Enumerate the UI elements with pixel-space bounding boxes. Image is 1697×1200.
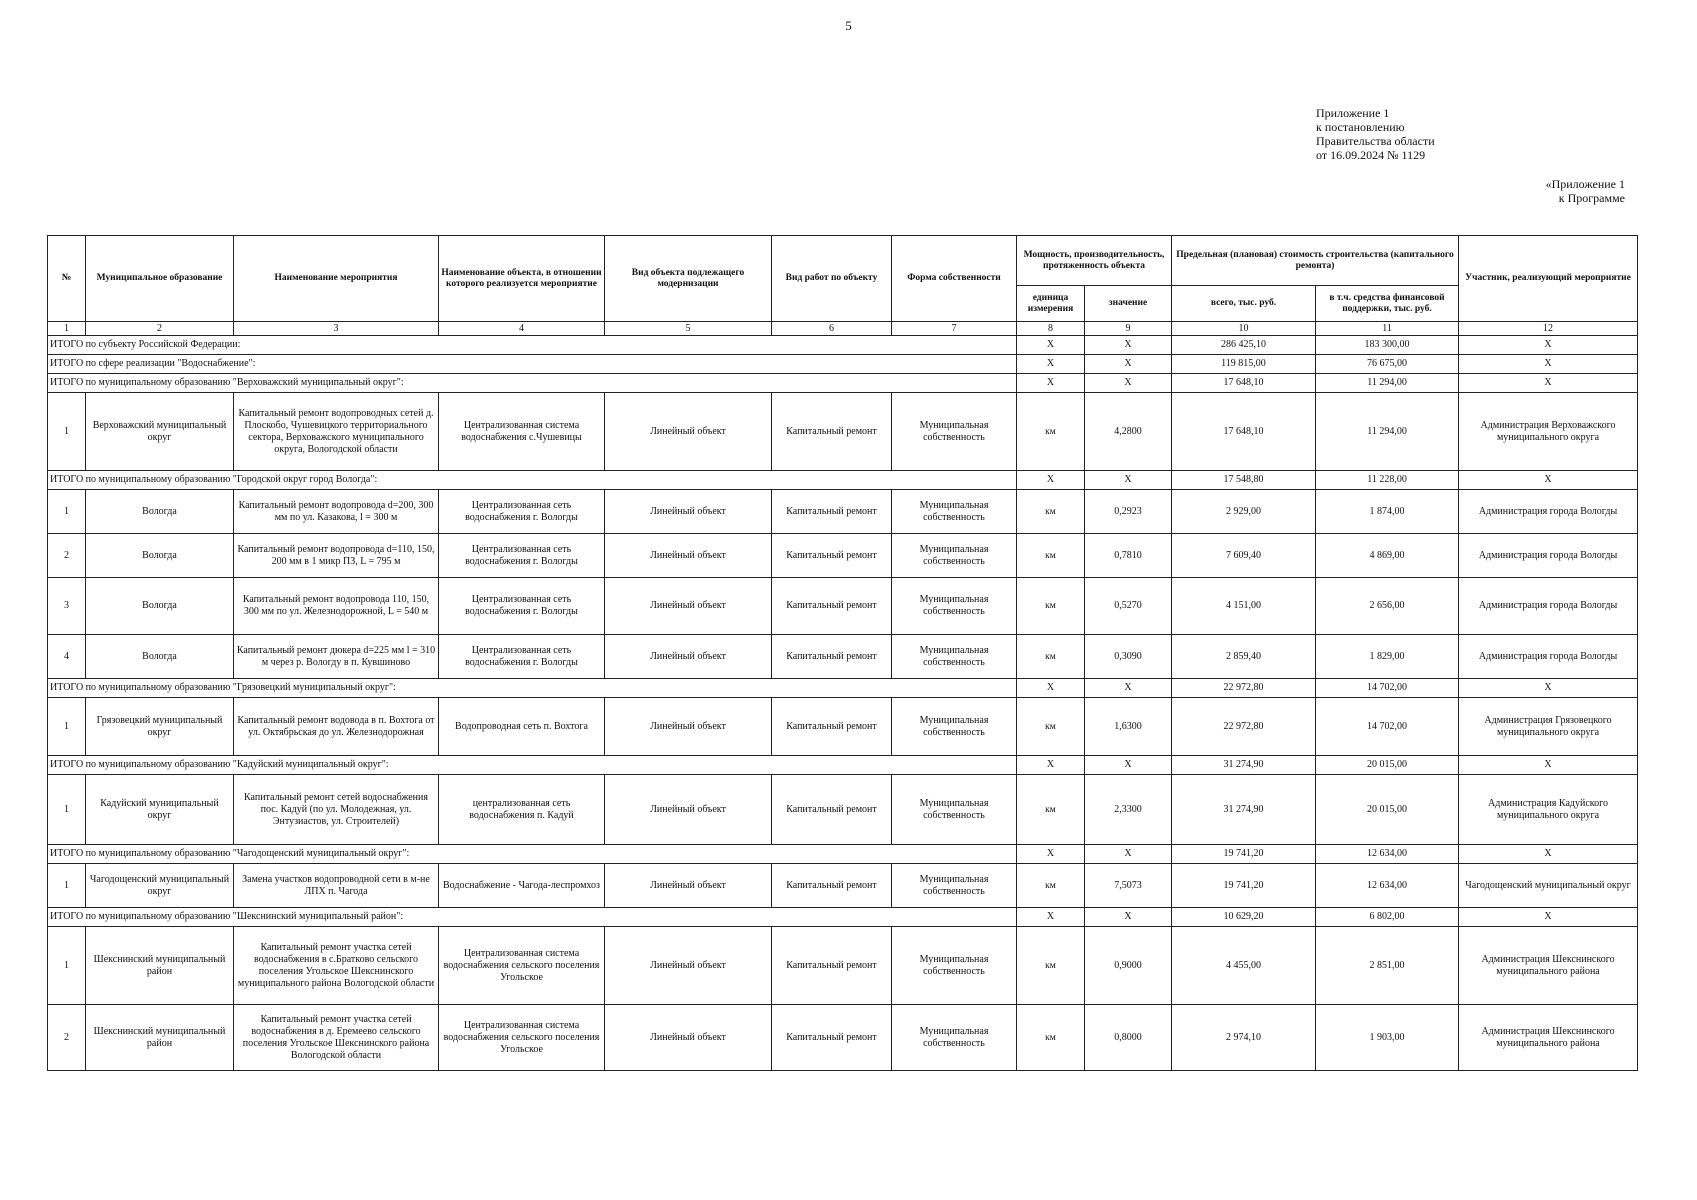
total-support: 11 228,00	[1316, 471, 1459, 490]
cell-num: 2	[48, 1005, 86, 1071]
cell-ownership: Муниципальная собственность	[892, 698, 1017, 756]
table-row	[48, 534, 1638, 578]
cell-value: 2,3300	[1085, 775, 1172, 845]
total-total: 10 629,20	[1172, 908, 1316, 927]
cell-participant: Администрация Шекснинского муниципального района	[1459, 1005, 1638, 1071]
header-total: всего, тыс. руб.	[1172, 286, 1316, 322]
cell-value: 0,8000	[1085, 1005, 1172, 1071]
table-row	[48, 635, 1638, 679]
cell-total: 4 455,00	[1172, 927, 1316, 1005]
cell-support: 12 634,00	[1316, 864, 1459, 908]
cell-total: 2 859,40	[1172, 635, 1316, 679]
cell-support: 2 656,00	[1316, 578, 1459, 635]
total-label: ИТОГО по муниципальному образованию "Чагодощенский муниципальный округ":	[48, 845, 1017, 864]
cell-work-type: Капитальный ремонт	[772, 534, 892, 578]
cell-support: 14 702,00	[1316, 698, 1459, 756]
objects-table	[47, 235, 1638, 1071]
total-support: 20 015,00	[1316, 756, 1459, 775]
cell-object-type: Линейный объект	[605, 698, 772, 756]
total-value: X	[1085, 679, 1172, 698]
cell-event: Капитальный ремонт дюкера d=225 мм l = 310 м через р. Вологду в п. Кувшиново	[234, 635, 439, 679]
cell-participant: Администрация города Вологды	[1459, 490, 1638, 534]
cell-total: 19 741,20	[1172, 864, 1316, 908]
cell-object-type: Линейный объект	[605, 534, 772, 578]
total-unit: X	[1017, 679, 1085, 698]
cell-total: 17 648,10	[1172, 393, 1316, 471]
total-unit: X	[1017, 336, 1085, 355]
total-unit: X	[1017, 374, 1085, 393]
col-num-8: 8	[1017, 322, 1085, 336]
cell-participant: Администрация города Вологды	[1459, 578, 1638, 635]
header-support: в т.ч. средства финансовой поддержки, тыс. руб.	[1316, 286, 1459, 322]
cell-total: 2 929,00	[1172, 490, 1316, 534]
cell-work-type: Капитальный ремонт	[772, 578, 892, 635]
appendix-line-1: Приложение 1	[1316, 106, 1390, 120]
cell-object-type: Линейный объект	[605, 490, 772, 534]
cell-work-type: Капитальный ремонт	[772, 393, 892, 471]
header-work-type: Вид работ по объекту	[772, 236, 892, 322]
cell-ownership: Муниципальная собственность	[892, 927, 1017, 1005]
total-total: 17 548,80	[1172, 471, 1316, 490]
cell-municipality: Шекснинский муниципальный район	[86, 1005, 234, 1071]
table-row	[48, 864, 1638, 908]
cell-unit: км	[1017, 393, 1085, 471]
col-num-6: 6	[772, 322, 892, 336]
appendix-line-4: от 16.09.2024 № 1129	[1316, 148, 1426, 162]
total-value: X	[1085, 471, 1172, 490]
cell-support: 1 903,00	[1316, 1005, 1459, 1071]
cell-value: 0,2923	[1085, 490, 1172, 534]
total-participant: X	[1459, 471, 1638, 490]
cell-object: Централизованная система водоснабжения с.Чушевицы	[439, 393, 605, 471]
header-ownership: Форма собственности	[892, 236, 1017, 322]
cell-participant: Администрация Кадуйского муниципального округа	[1459, 775, 1638, 845]
total-participant: X	[1459, 374, 1638, 393]
cell-ownership: Муниципальная собственность	[892, 1005, 1017, 1071]
total-value: X	[1085, 845, 1172, 864]
cell-ownership: Муниципальная собственность	[892, 635, 1017, 679]
total-unit: X	[1017, 471, 1085, 490]
cell-work-type: Капитальный ремонт	[772, 635, 892, 679]
total-support: 183 300,00	[1316, 336, 1459, 355]
cell-work-type: Капитальный ремонт	[772, 927, 892, 1005]
total-unit: X	[1017, 845, 1085, 864]
cell-work-type: Капитальный ремонт	[772, 490, 892, 534]
total-label: ИТОГО по муниципальному образованию "Грязовецкий муниципальный округ":	[48, 679, 1017, 698]
total-row	[48, 908, 1638, 927]
cell-value: 0,3090	[1085, 635, 1172, 679]
total-value: X	[1085, 336, 1172, 355]
cell-event: Замена участков водопроводной сети в м-не ЛПХ п. Чагода	[234, 864, 439, 908]
cell-event: Капитальный ремонт участка сетей водоснабжения в с.Братково сельского поселения Угольское Шекснинского муниципального района Вологодской области	[234, 927, 439, 1005]
table-row	[48, 698, 1638, 756]
total-total: 19 741,20	[1172, 845, 1316, 864]
header-cost: Предельная (плановая) стоимость строительства (капитального ремонта)	[1172, 236, 1459, 286]
cell-participant: Администрация Шекснинского муниципального района	[1459, 927, 1638, 1005]
cell-object: Водоснабжение - Чагода-леспромхоз	[439, 864, 605, 908]
cell-participant: Администрация Грязовецкого муниципального округа	[1459, 698, 1638, 756]
cell-unit: км	[1017, 490, 1085, 534]
header-participant: Участник, реализующий мероприятие	[1459, 236, 1638, 322]
cell-ownership: Муниципальная собственность	[892, 534, 1017, 578]
col-num-9: 9	[1085, 322, 1172, 336]
total-participant: X	[1459, 845, 1638, 864]
header-unit: единица измерения	[1017, 286, 1085, 322]
total-label: ИТОГО по муниципальному образованию "Кадуйский муниципальный округ":	[48, 756, 1017, 775]
total-support: 12 634,00	[1316, 845, 1459, 864]
total-row	[48, 845, 1638, 864]
cell-num: 2	[48, 534, 86, 578]
cell-value: 7,5073	[1085, 864, 1172, 908]
total-row	[48, 471, 1638, 490]
total-total: 119 815,00	[1172, 355, 1316, 374]
col-num-12: 12	[1459, 322, 1638, 336]
cell-unit: км	[1017, 534, 1085, 578]
cell-object-type: Линейный объект	[605, 393, 772, 471]
cell-object: Централизованная сеть водоснабжения г. Вологды	[439, 635, 605, 679]
total-label: ИТОГО по муниципальному образованию "Городской округ город Вологда":	[48, 471, 1017, 490]
table-row	[48, 578, 1638, 635]
col-num-1: 1	[48, 322, 86, 336]
total-row	[48, 679, 1638, 698]
cell-value: 0,5270	[1085, 578, 1172, 635]
total-value: X	[1085, 374, 1172, 393]
table-row	[48, 927, 1638, 1005]
col-num-2: 2	[86, 322, 234, 336]
total-support: 6 802,00	[1316, 908, 1459, 927]
cell-unit: км	[1017, 775, 1085, 845]
header-capacity: Мощность, производительность, протяженность объекта	[1017, 236, 1172, 286]
total-participant: X	[1459, 355, 1638, 374]
table-row	[48, 1005, 1638, 1071]
cell-work-type: Капитальный ремонт	[772, 864, 892, 908]
cell-unit: км	[1017, 864, 1085, 908]
cell-support: 1 874,00	[1316, 490, 1459, 534]
cell-object-type: Линейный объект	[605, 635, 772, 679]
total-row	[48, 355, 1638, 374]
total-row	[48, 336, 1638, 355]
table-row	[48, 490, 1638, 534]
cell-support: 11 294,00	[1316, 393, 1459, 471]
total-label: ИТОГО по муниципальному образованию "Шекснинский муниципальный район":	[48, 908, 1017, 927]
cell-object: централизованная сеть водоснабжения п. Кадуй	[439, 775, 605, 845]
header-object-type: Вид объекта подлежащего модернизации	[605, 236, 772, 322]
total-label: ИТОГО по субъекту Российской Федерации:	[48, 336, 1017, 355]
cell-object-type: Линейный объект	[605, 864, 772, 908]
cell-value: 0,7810	[1085, 534, 1172, 578]
total-label: ИТОГО по сфере реализации "Водоснабжение":	[48, 355, 1017, 374]
total-unit: X	[1017, 756, 1085, 775]
appendix-line-3: Правительства области	[1316, 134, 1435, 148]
cell-municipality: Чагодощенский муниципальный округ	[86, 864, 234, 908]
cell-object: Централизованная система водоснабжения сельского поселения Угольское	[439, 1005, 605, 1071]
cell-event: Капитальный ремонт водовода в п. Вохтога от ул. Октябрьская до ул. Железнодорожная	[234, 698, 439, 756]
cell-support: 4 869,00	[1316, 534, 1459, 578]
cell-unit: км	[1017, 698, 1085, 756]
cell-object: Централизованная сеть водоснабжения г. Вологды	[439, 578, 605, 635]
cell-unit: км	[1017, 635, 1085, 679]
header-event: Наименование мероприятия	[234, 236, 439, 322]
cell-support: 2 851,00	[1316, 927, 1459, 1005]
page-number: 5	[845, 18, 852, 33]
cell-participant: Чагодощенский муниципальный округ	[1459, 864, 1638, 908]
cell-unit: км	[1017, 927, 1085, 1005]
total-value: X	[1085, 756, 1172, 775]
cell-event: Капитальный ремонт сетей водоснабжения пос. Кадуй (по ул. Молодежная, ул. Энтузиастов, ул. Строителей)	[234, 775, 439, 845]
total-row	[48, 756, 1638, 775]
col-num-5: 5	[605, 322, 772, 336]
cell-municipality: Вологда	[86, 490, 234, 534]
cell-unit: км	[1017, 1005, 1085, 1071]
col-num-11: 11	[1316, 322, 1459, 336]
cell-num: 4	[48, 635, 86, 679]
program-line-1: «Приложение 1	[1545, 177, 1625, 191]
cell-num: 1	[48, 775, 86, 845]
cell-ownership: Муниципальная собственность	[892, 490, 1017, 534]
cell-ownership: Муниципальная собственность	[892, 578, 1017, 635]
cell-event: Капитальный ремонт водопроводных сетей д. Плоскобо, Чушевицкого территориального сектора, Верховажского муниципального округа, Вологодской области	[234, 393, 439, 471]
cell-municipality: Вологда	[86, 635, 234, 679]
cell-municipality: Кадуйский муниципальный округ	[86, 775, 234, 845]
header-row-1	[48, 236, 1638, 286]
col-num-4: 4	[439, 322, 605, 336]
total-participant: X	[1459, 679, 1638, 698]
header-municipality: Муниципальное образование	[86, 236, 234, 322]
cell-municipality: Вологда	[86, 578, 234, 635]
cell-ownership: Муниципальная собственность	[892, 393, 1017, 471]
cell-object: Централизованная система водоснабжения сельского поселения Угольское	[439, 927, 605, 1005]
cell-ownership: Муниципальная собственность	[892, 775, 1017, 845]
total-support: 11 294,00	[1316, 374, 1459, 393]
col-num-3: 3	[234, 322, 439, 336]
appendix-line-2: к постановлению	[1316, 120, 1405, 134]
total-total: 22 972,80	[1172, 679, 1316, 698]
cell-object-type: Линейный объект	[605, 578, 772, 635]
program-reference	[1546, 177, 1625, 205]
total-total: 17 648,10	[1172, 374, 1316, 393]
table-body	[48, 336, 1638, 1071]
cell-value: 1,6300	[1085, 698, 1172, 756]
cell-num: 1	[48, 490, 86, 534]
total-unit: X	[1017, 908, 1085, 927]
header-num: №	[48, 236, 86, 322]
cell-work-type: Капитальный ремонт	[772, 775, 892, 845]
cell-event: Капитальный ремонт водопровода d=110, 150, 200 мм в 1 микр ПЗ, L = 795 м	[234, 534, 439, 578]
cell-num: 1	[48, 698, 86, 756]
cell-event: Капитальный ремонт участка сетей водоснабжения в д. Еремеево сельского поселения Угольское Шекснинского района Вологодской области	[234, 1005, 439, 1071]
total-support: 14 702,00	[1316, 679, 1459, 698]
cell-num: 1	[48, 864, 86, 908]
cell-object-type: Линейный объект	[605, 775, 772, 845]
total-total: 31 274,90	[1172, 756, 1316, 775]
cell-support: 20 015,00	[1316, 775, 1459, 845]
cell-object: Водопроводная сеть п. Вохтога	[439, 698, 605, 756]
program-line-2: к Программе	[1558, 191, 1625, 205]
cell-object-type: Линейный объект	[605, 1005, 772, 1071]
cell-total: 22 972,80	[1172, 698, 1316, 756]
total-row	[48, 374, 1638, 393]
header-object: Наименование объекта, в отношении которого реализуется мероприятие	[439, 236, 605, 322]
cell-object-type: Линейный объект	[605, 927, 772, 1005]
cell-object: Централизованная сеть водоснабжения г. Вологды	[439, 534, 605, 578]
cell-total: 4 151,00	[1172, 578, 1316, 635]
cell-participant: Администрация Верховажского муниципального округа	[1459, 393, 1638, 471]
cell-work-type: Капитальный ремонт	[772, 698, 892, 756]
table-row	[48, 393, 1638, 471]
col-num-7: 7	[892, 322, 1017, 336]
cell-num: 3	[48, 578, 86, 635]
total-unit: X	[1017, 355, 1085, 374]
cell-num: 1	[48, 393, 86, 471]
appendix-block	[1316, 106, 1435, 162]
col-num-10: 10	[1172, 322, 1316, 336]
total-label: ИТОГО по муниципальному образованию "Верховажский муниципальный округ":	[48, 374, 1017, 393]
total-participant: X	[1459, 756, 1638, 775]
cell-total: 31 274,90	[1172, 775, 1316, 845]
total-participant: X	[1459, 908, 1638, 927]
cell-municipality: Вологда	[86, 534, 234, 578]
cell-municipality: Грязовецкий муниципальный округ	[86, 698, 234, 756]
cell-ownership: Муниципальная собственность	[892, 864, 1017, 908]
cell-event: Капитальный ремонт водопровода 110, 150, 300 мм по ул. Железнодорожной, L = 540 м	[234, 578, 439, 635]
table-row	[48, 775, 1638, 845]
cell-value: 0,9000	[1085, 927, 1172, 1005]
cell-num: 1	[48, 927, 86, 1005]
cell-object: Централизованная сеть водоснабжения г. Вологды	[439, 490, 605, 534]
total-total: 286 425,10	[1172, 336, 1316, 355]
cell-support: 1 829,00	[1316, 635, 1459, 679]
cell-participant: Администрация города Вологды	[1459, 635, 1638, 679]
cell-unit: км	[1017, 578, 1085, 635]
cell-participant: Администрация города Вологды	[1459, 534, 1638, 578]
cell-value: 4,2800	[1085, 393, 1172, 471]
cell-work-type: Капитальный ремонт	[772, 1005, 892, 1071]
total-value: X	[1085, 355, 1172, 374]
cell-total: 2 974,10	[1172, 1005, 1316, 1071]
total-participant: X	[1459, 336, 1638, 355]
cell-total: 7 609,40	[1172, 534, 1316, 578]
header-value: значение	[1085, 286, 1172, 322]
cell-municipality: Верховажский муниципальный округ	[86, 393, 234, 471]
total-value: X	[1085, 908, 1172, 927]
cell-event: Капитальный ремонт водопровода d=200, 300 мм по ул. Казакова, l = 300 м	[234, 490, 439, 534]
cell-municipality: Шекснинский муниципальный район	[86, 927, 234, 1005]
total-support: 76 675,00	[1316, 355, 1459, 374]
column-number-row	[48, 322, 1638, 336]
